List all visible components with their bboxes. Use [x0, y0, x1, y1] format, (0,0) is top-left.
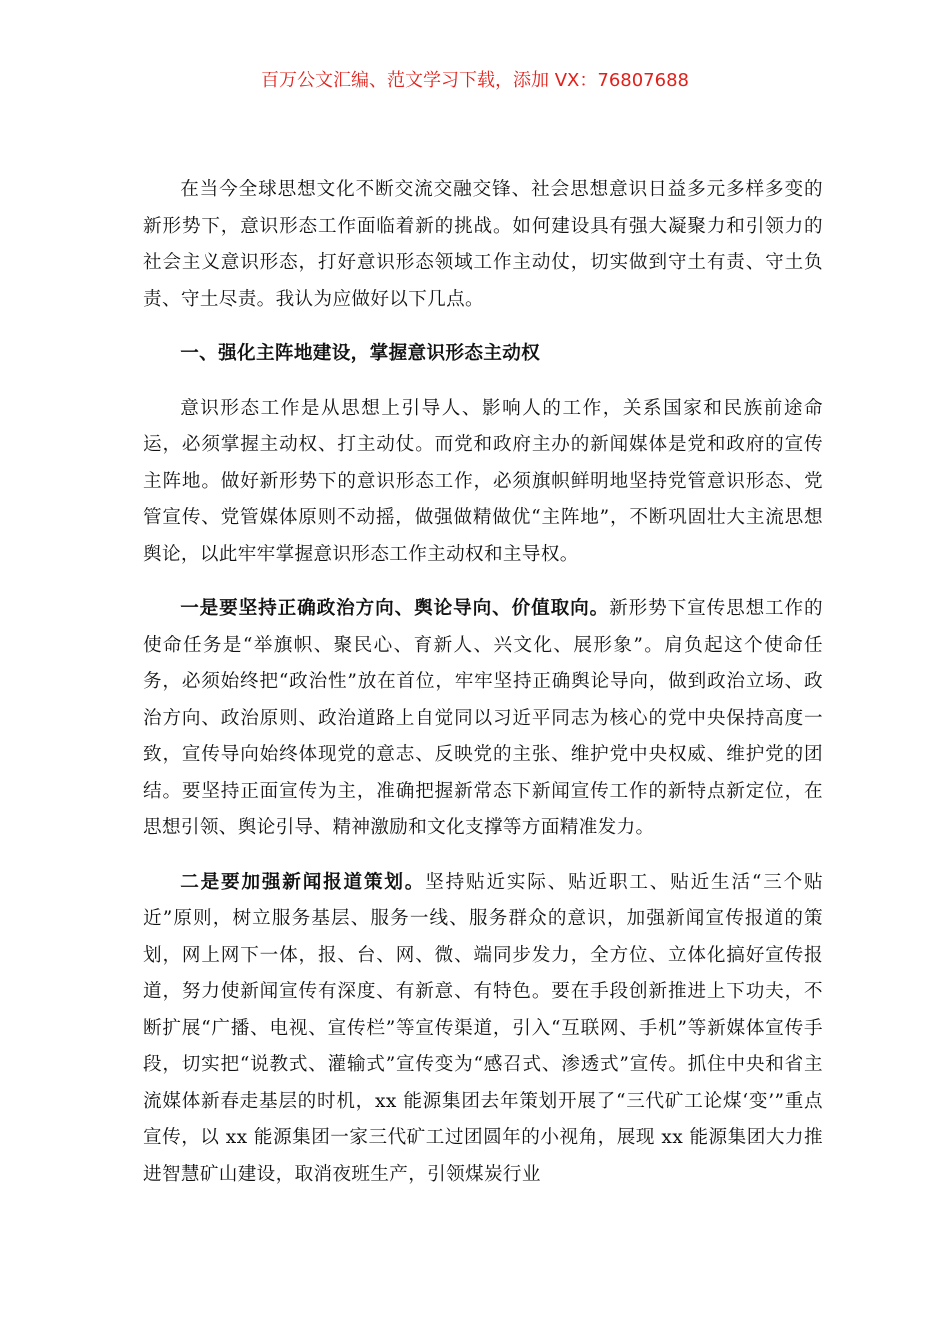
point-one-paragraph	[143, 591, 823, 847]
paragraph-gap	[143, 373, 823, 391]
section-body-paragraph: 意识形态工作是从思想上引导人、影响人的工作，关系国家和民族前途命运，必须掌握主动权、打主动仗。而党和政府主办的新闻媒体是党和政府的宣传主阵地。做好新形势下的意识形态工作，必须旗帜鲜明地坚持党管意识形态、党管宣传、党管媒体原则不动摇，做强做精做优“主阵地”，不断巩固壮大主流思想舆论，以此牢牢掌握意识形态工作主动权和主导权。	[143, 397, 823, 565]
point-two-paragraph	[143, 865, 823, 1194]
paragraph-gap	[143, 847, 823, 865]
paragraph-gap	[143, 318, 823, 336]
intro-paragraph: 在当今全球思想文化不断交流交融交锋、社会思想意识日益多元多样多变的新形势下，意识形态工作面临着新的挑战。如何建设具有强大凝聚力和引领力的社会主义意识形态，打好意识形态领域工作主动仗，切实做到守土有责、守土负责、守土尽责。我认为应做好以下几点。	[143, 179, 823, 310]
document-body	[143, 172, 823, 1193]
point-two-body: 坚持贴近实际、贴近职工、贴近生活“三个贴近”原则，树立服务基层、服务一线、服务群众的意识，加强新闻宣传报道的策划，网上网下一体，报、台、网、微、端同步发力，全方位、立体化搞好宣传报道，努力使新闻宣传有深度、有新意、有特色。要在手段创新推进上下功夫，不断扩展“广播、电视、宣传栏”等宣传渠道，引入“互联网、手机”等新媒体宣传手段，切实把“说教式、灌输式”宣传变为“感召式、渗透式”宣传。抓住中央和省主流媒体新春走基层的时机，xx 能源集团去年策划开展了“三代矿工论煤‘变’”重点宣传，以 xx 能源集团一家三代矿工过团圆年的小视角，展现 xx 能源集团大力推进智慧矿山建设，取消夜班生产，引领煤炭行业	[143, 871, 823, 1185]
point-two-lead: 二是要加强新闻报道策划。	[180, 871, 426, 893]
section-heading: 一、强化主阵地建设，掌握意识形态主动权	[180, 343, 541, 364]
point-one-lead: 一是要坚持正确政治方向、舆论导向、价值取向。	[180, 598, 610, 619]
paragraph-gap	[143, 573, 823, 591]
point-one-body: 新形势下宣传思想工作的使命任务是“举旗帜、聚民心、育新人、兴文化、展形象”。肩负起这个使命任务，必须始终把“政治性”放在首位，牢牢坚持正确舆论导向，做到政治立场、政治方向、政治原则、政治道路上自觉同以习近平同志为核心的党中央保持高度一致，宣传导向始终体现党的意志、反映党的主张、维护党中央权威、维护党的团结。要坚持正面宣传为主，准确把握新常态下新闻宣传工作的新特点新定位，在思想引领、舆论引导、精神激励和文化支撑等方面精准发力。	[143, 598, 823, 838]
watermark-header: 百万公文汇编、范文学习下载，添加 VX：76807688	[261, 70, 689, 91]
